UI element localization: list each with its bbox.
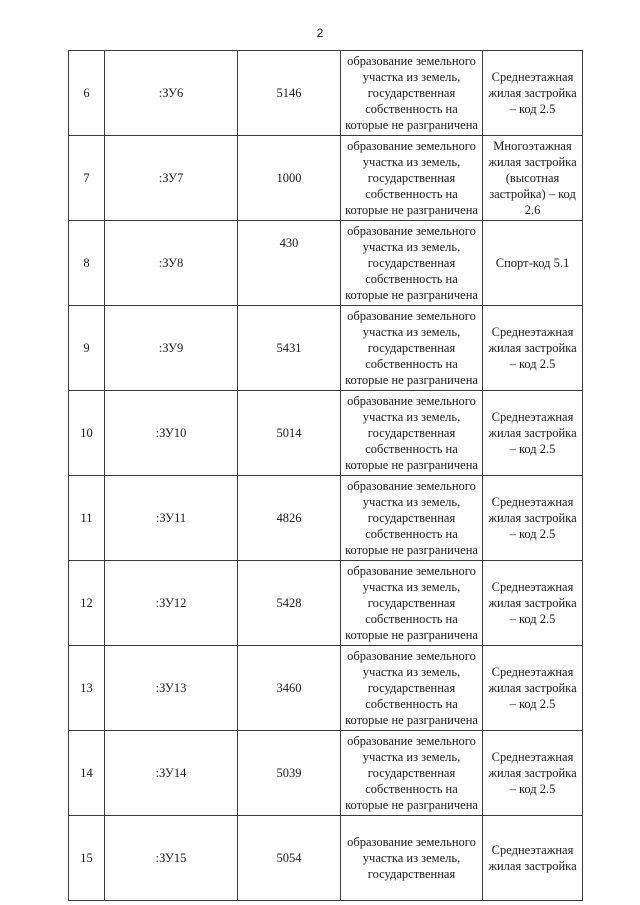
parcel-area: 4826 [238,476,341,561]
table-container [68,50,582,881]
row-number: 10 [69,391,105,476]
permitted-use: Среднеэтажная жилая застройка – код 2.5 [483,646,583,731]
row-number: 15 [69,816,105,901]
parcel-area: 5054 [238,816,341,901]
parcel-id: :ЗУ13 [105,646,238,731]
parcel-id: :ЗУ14 [105,731,238,816]
table-row [69,391,583,476]
formation-basis: образование земельного участка из земель, государственная [341,816,483,901]
table-row [69,476,583,561]
permitted-use: Среднеэтажная жилая застройка – код 2.5 [483,306,583,391]
permitted-use: Спорт-код 5.1 [483,221,583,306]
row-number: 9 [69,306,105,391]
table-row [69,731,583,816]
table-row [69,136,583,221]
permitted-use: Среднеэтажная жилая застройка – код 2.5 [483,561,583,646]
parcel-area: 3460 [238,646,341,731]
permitted-use: Среднеэтажная жилая застройка – код 2.5 [483,731,583,816]
parcel-area: 430 [238,221,341,306]
parcel-id: :ЗУ9 [105,306,238,391]
table-row [69,561,583,646]
parcel-id: :ЗУ6 [105,51,238,136]
formation-basis: образование земельного участка из земель, государственная собственность на которые не разграничена [341,221,483,306]
parcel-id: :ЗУ11 [105,476,238,561]
permitted-use: Многоэтажная жилая застройка (высотная застройка) – код 2.6 [483,136,583,221]
table-row [69,221,583,306]
formation-basis: образование земельного участка из земель, государственная собственность на которые не разграничена [341,51,483,136]
page-number: 2 [316,26,324,40]
formation-basis: образование земельного участка из земель, государственная собственность на которые не разграничена [341,561,483,646]
formation-basis: образование земельного участка из земель, государственная собственность на которые не разграничена [341,306,483,391]
formation-basis: образование земельного участка из земель, государственная собственность на которые не разграничена [341,136,483,221]
parcel-id: :ЗУ7 [105,136,238,221]
formation-basis: образование земельного участка из земель, государственная собственность на которые не разграничена [341,731,483,816]
permitted-use: Среднеэтажная жилая застройка [483,816,583,901]
parcel-id: :ЗУ8 [105,221,238,306]
table-row [69,51,583,136]
table-row [69,646,583,731]
parcel-area: 1000 [238,136,341,221]
parcel-area: 5014 [238,391,341,476]
row-number: 13 [69,646,105,731]
row-number: 11 [69,476,105,561]
parcel-id: :ЗУ15 [105,816,238,901]
table-row [69,816,583,901]
formation-basis: образование земельного участка из земель, государственная собственность на которые не разграничена [341,476,483,561]
parcel-area: 5431 [238,306,341,391]
parcel-area: 5428 [238,561,341,646]
row-number: 8 [69,221,105,306]
row-number: 14 [69,731,105,816]
formation-basis: образование земельного участка из земель, государственная собственность на которые не разграничена [341,646,483,731]
formation-basis: образование земельного участка из земель, государственная собственность на которые не разграничена [341,391,483,476]
parcel-id: :ЗУ10 [105,391,238,476]
parcel-area: 5039 [238,731,341,816]
parcel-id: :ЗУ12 [105,561,238,646]
row-number: 12 [69,561,105,646]
permitted-use: Среднеэтажная жилая застройка – код 2.5 [483,391,583,476]
parcels-table [68,50,583,901]
permitted-use: Среднеэтажная жилая застройка – код 2.5 [483,51,583,136]
row-number: 7 [69,136,105,221]
parcel-area: 5146 [238,51,341,136]
row-number: 6 [69,51,105,136]
table-row [69,306,583,391]
permitted-use: Среднеэтажная жилая застройка – код 2.5 [483,476,583,561]
